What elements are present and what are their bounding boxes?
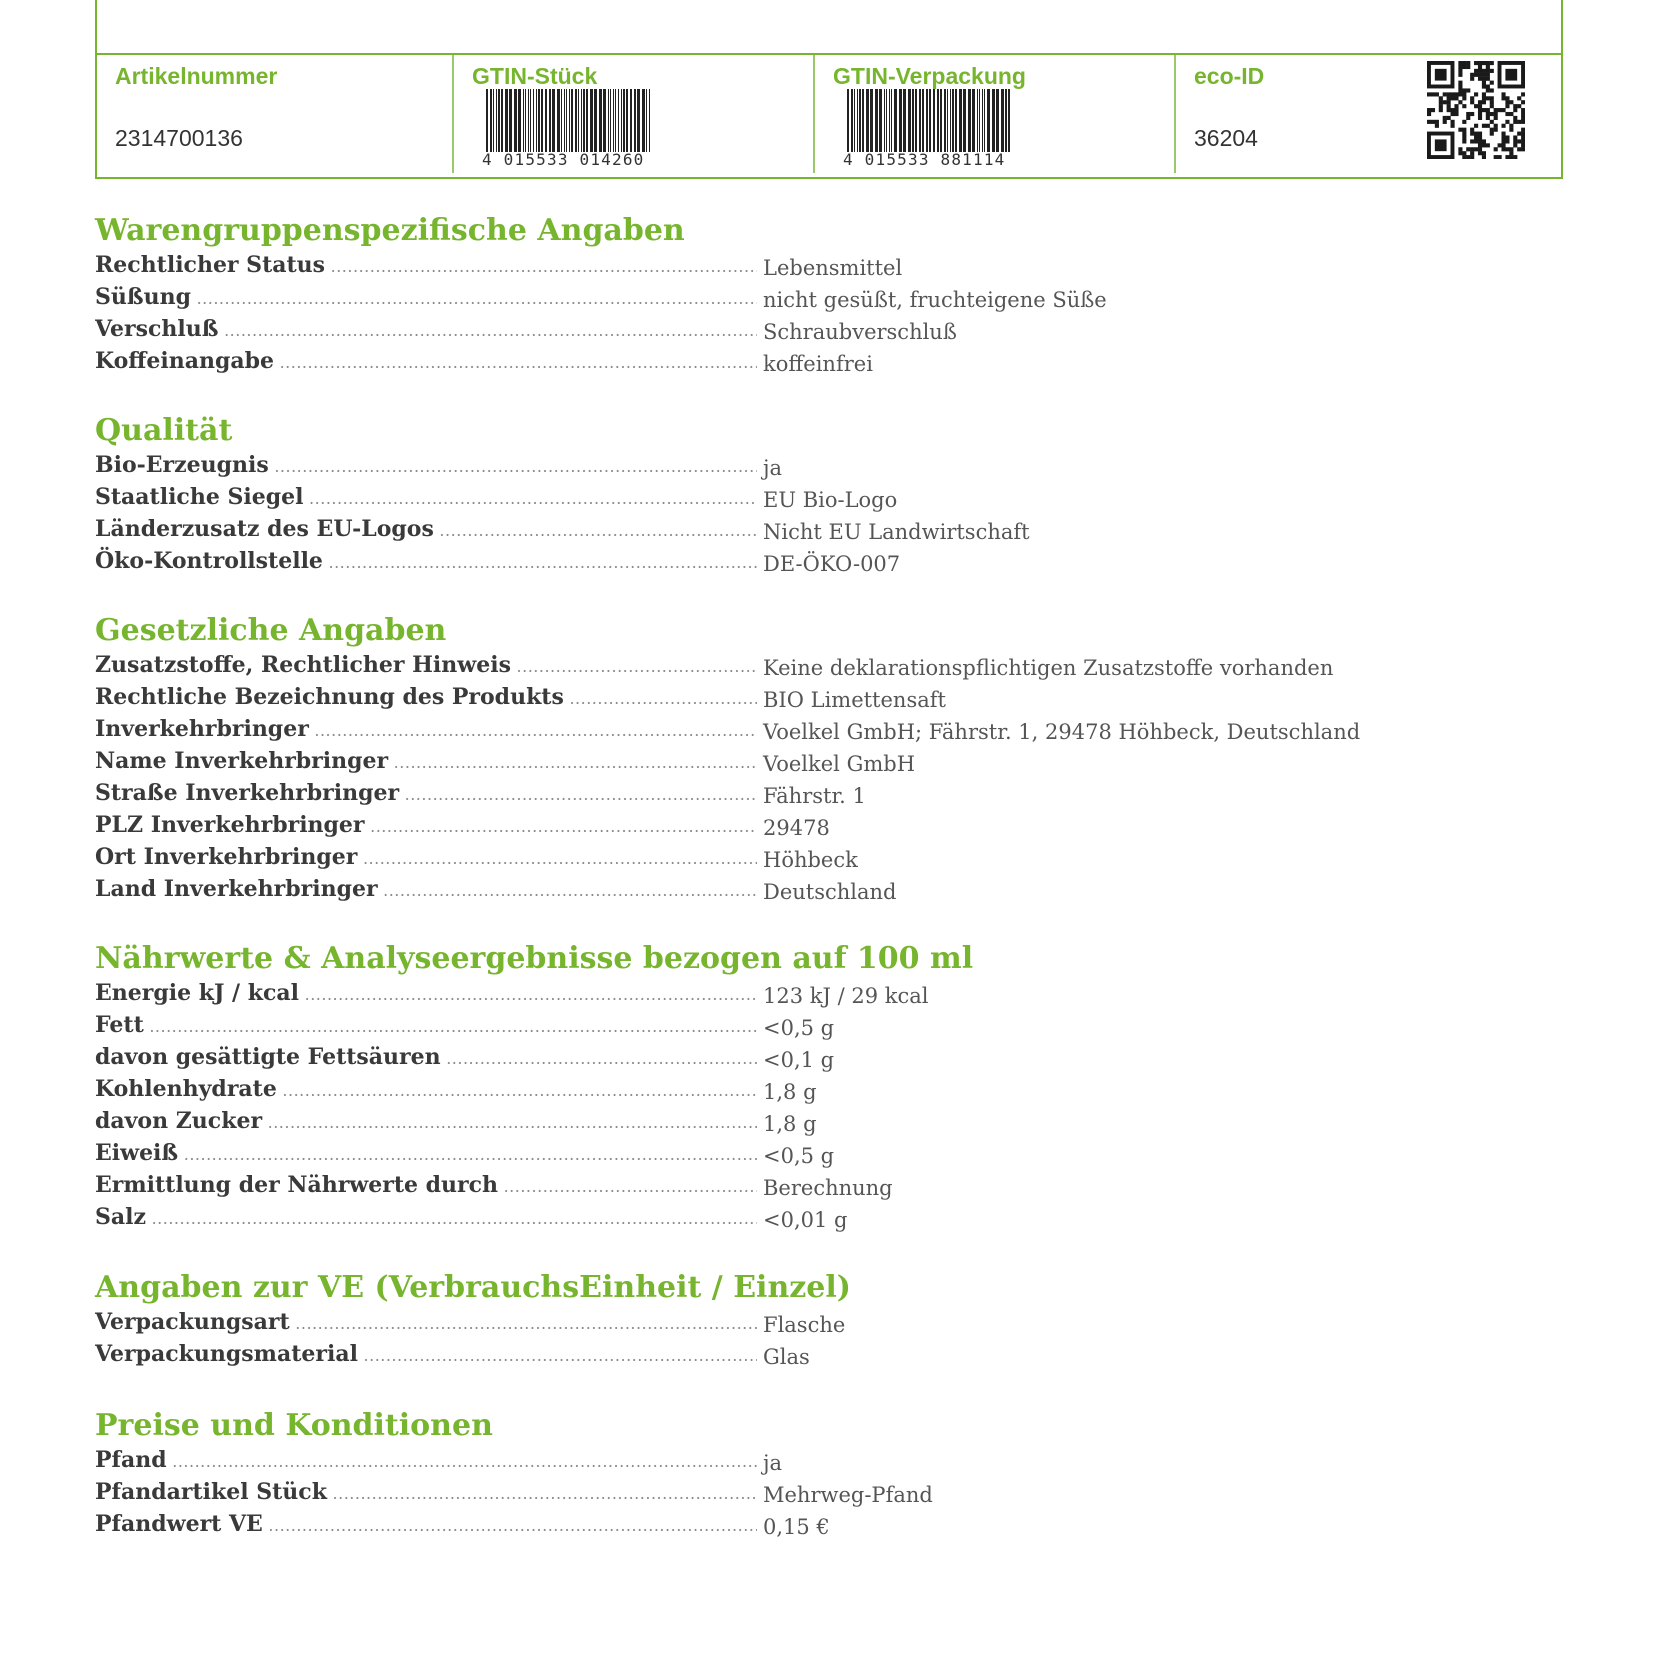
- spec-value: Nicht EU Landwirtschaft: [763, 520, 1030, 544]
- section-title: Nährwerte & Analyseergebnisse bezogen auf 100 ml: [95, 941, 974, 976]
- spec-row: [95, 841, 1495, 873]
- spec-row: [95, 713, 1495, 745]
- section-title: Gesetzliche Angaben: [95, 613, 447, 648]
- spec-value: 123 kJ / 29 kcal: [763, 984, 929, 1008]
- spec-key: davon gesättigte Fettsäuren .....: [95, 1041, 757, 1075]
- spec-value: 1,8 g: [763, 1080, 817, 1104]
- spec-key: Koffeinangabe .....: [95, 345, 757, 379]
- section-4: [95, 941, 1495, 1233]
- spec-row: [95, 1508, 1495, 1540]
- section-3: [95, 613, 1495, 905]
- section-title: Warengruppenspezifische Angaben: [95, 213, 685, 248]
- section-title: Preise und Konditionen: [95, 1408, 493, 1443]
- spec-key: Ort Inverkehrbringer .....: [95, 841, 757, 875]
- spec-value: nicht gesüßt, fruchteigene Süße: [763, 288, 1107, 312]
- spec-value: 1,8 g: [763, 1112, 817, 1136]
- article-number-cell: [97, 55, 454, 177]
- spec-key: Ermittlung der Nährwerte durch .....: [95, 1169, 757, 1203]
- spec-row: [95, 1137, 1495, 1169]
- spec-key: Inverkehrbringer .....: [95, 713, 757, 747]
- spec-value: <0,5 g: [763, 1016, 835, 1040]
- spec-row: [95, 1041, 1495, 1073]
- spec-row: [95, 1105, 1495, 1137]
- qr-code-icon: [1427, 61, 1525, 159]
- gtin-piece-label: GTIN-Stück: [472, 63, 598, 89]
- spec-row: [95, 777, 1495, 809]
- spec-value: koffeinfrei: [763, 352, 873, 376]
- spec-value: Voelkel GmbH; Fährstr. 1, 29478 Höhbeck, Deutschland: [763, 720, 1361, 744]
- spec-key: davon Zucker .....: [95, 1105, 757, 1139]
- spec-row: [95, 1338, 1495, 1370]
- spec-value: 0,15 €: [763, 1515, 830, 1539]
- spec-value: ja: [763, 456, 783, 480]
- section-6: [95, 1408, 1495, 1540]
- spec-key: Länderzusatz des EU-Logos .....: [95, 513, 757, 547]
- spec-key: Salz .....: [95, 1201, 757, 1235]
- spec-key: Verschluß .....: [95, 313, 757, 347]
- spec-key: Energie kJ / kcal .....: [95, 977, 757, 1011]
- spec-key: Verpackungsmaterial .....: [95, 1338, 757, 1372]
- article-number-label: Artikelnummer: [115, 63, 278, 89]
- spec-row: [95, 809, 1495, 841]
- spec-value: Keine deklarationspflichtigen Zusatzstoffe vorhanden: [763, 656, 1334, 680]
- spec-key: Pfand .....: [95, 1444, 757, 1478]
- spec-key: Süßung .....: [95, 281, 757, 315]
- spec-key: Eiweiß .....: [95, 1137, 757, 1171]
- spec-row: [95, 313, 1495, 345]
- spec-value: Deutschland: [763, 880, 897, 904]
- spec-row: [95, 1306, 1495, 1338]
- section-5: [95, 1270, 1495, 1370]
- spec-row: [95, 1201, 1495, 1233]
- spec-value: <0,5 g: [763, 1144, 835, 1168]
- spec-row: [95, 345, 1495, 377]
- eco-id-label: eco-ID: [1194, 63, 1265, 89]
- spec-key: Zusatzstoffe, Rechtlicher Hinweis .....: [95, 649, 757, 683]
- section-title: Qualität: [95, 413, 233, 448]
- spec-key: Öko-Kontrollstelle .....: [95, 545, 757, 579]
- spec-key: Kohlenhydrate .....: [95, 1073, 757, 1107]
- identifier-box: [95, 0, 1563, 179]
- spec-value: Voelkel GmbH: [763, 752, 916, 776]
- spec-row: [95, 1009, 1495, 1041]
- spec-value: 29478: [763, 816, 830, 840]
- spec-key: Land Inverkehrbringer .....: [95, 873, 757, 907]
- spec-value: ja: [763, 1451, 783, 1475]
- spec-key: Straße Inverkehrbringer .....: [95, 777, 757, 811]
- spec-row: [95, 545, 1495, 577]
- spec-row: [95, 281, 1495, 313]
- spec-value: <0,01 g: [763, 1208, 848, 1232]
- spec-key: Fett .....: [95, 1009, 757, 1043]
- spec-key: Staatliche Siegel .....: [95, 481, 757, 515]
- spec-key: PLZ Inverkehrbringer .....: [95, 809, 757, 843]
- spec-value: EU Bio-Logo: [763, 488, 898, 512]
- spec-key: Pfandartikel Stück .....: [95, 1476, 757, 1510]
- gtin-pack-number: 4 015533 881114: [843, 152, 1018, 168]
- gtin-pack-cell: [813, 55, 1175, 173]
- spec-value: Schraubverschluß: [763, 320, 957, 344]
- section-title: Angaben zur VE (VerbrauchsEinheit / Einzel): [95, 1270, 851, 1305]
- spec-row: [95, 873, 1495, 905]
- spec-value: Flasche: [763, 1313, 846, 1337]
- spec-row: [95, 481, 1495, 513]
- spec-row: [95, 1444, 1495, 1476]
- spec-key: Pfandwert VE .....: [95, 1508, 757, 1542]
- section-2: [95, 413, 1495, 577]
- spec-key: Bio-Erzeugnis .....: [95, 449, 757, 483]
- spec-row: [95, 1073, 1495, 1105]
- gtin-piece-cell: [452, 55, 814, 173]
- spec-row: [95, 1169, 1495, 1201]
- spec-value: Höhbeck: [763, 848, 858, 872]
- spec-value: Glas: [763, 1345, 810, 1369]
- spec-row: [95, 513, 1495, 545]
- spec-value: Berechnung: [763, 1176, 893, 1200]
- spec-row: [95, 681, 1495, 713]
- spec-row: [95, 249, 1495, 281]
- spec-row: [95, 977, 1495, 1009]
- spec-value: Lebensmittel: [763, 256, 903, 280]
- spec-row: [95, 449, 1495, 481]
- spec-row: [95, 1476, 1495, 1508]
- spec-value: BIO Limettensaft: [763, 688, 946, 712]
- spec-value: Fährstr. 1: [763, 784, 866, 808]
- spec-row: [95, 745, 1495, 777]
- eco-id-value: 36204: [1194, 125, 1258, 151]
- article-number-value: 2314700136: [115, 125, 243, 151]
- gtin-pack-label: GTIN-Verpackung: [833, 63, 1026, 89]
- spec-value: Mehrweg-Pfand: [763, 1483, 933, 1507]
- spec-key: Rechtliche Bezeichnung des Produkts .....: [95, 681, 757, 715]
- section-1: [95, 213, 1495, 377]
- gtin-piece-number: 4 015533 014260: [482, 152, 657, 168]
- spec-key: Verpackungsart .....: [95, 1306, 757, 1340]
- spec-value: <0,1 g: [763, 1048, 835, 1072]
- spec-key: Rechtlicher Status .....: [95, 249, 757, 283]
- spec-value: DE-ÖKO-007: [763, 552, 901, 576]
- spec-key: Name Inverkehrbringer .....: [95, 745, 757, 779]
- spec-row: [95, 649, 1495, 681]
